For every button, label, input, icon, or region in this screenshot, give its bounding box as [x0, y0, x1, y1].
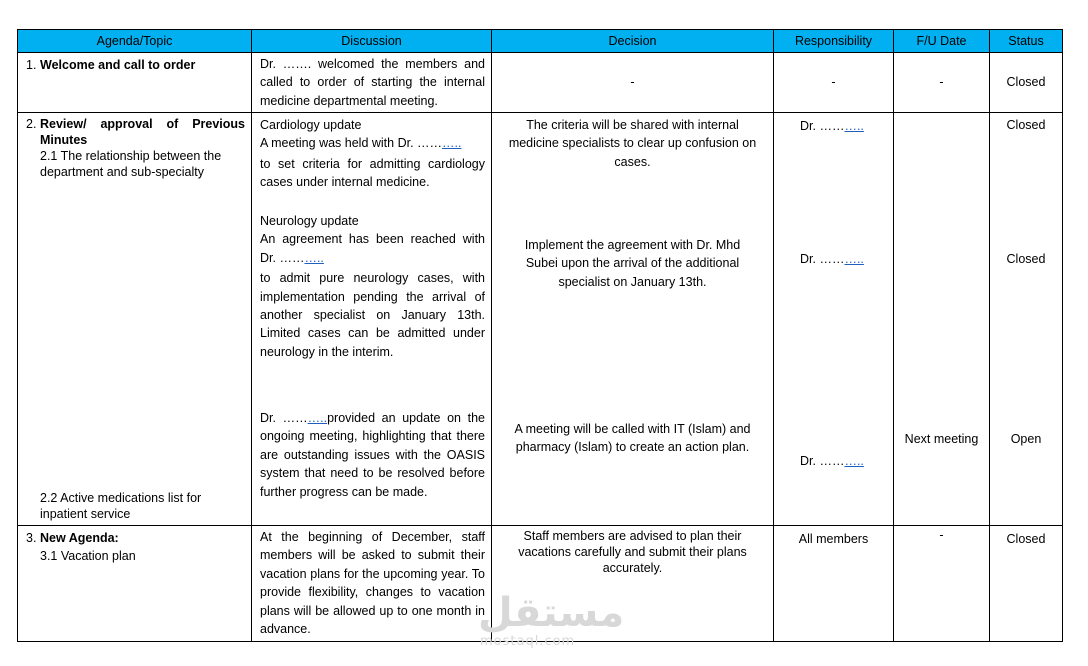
fu-date-text: Next meeting [904, 432, 979, 446]
decision-text: A meeting will be called with IT (Islam) and pharmacy (Islam) to create an action plan. [514, 422, 751, 455]
discussion-heading: Neurology update [260, 214, 359, 228]
header-responsibility: Responsibility [774, 30, 894, 53]
agenda-subitem: 3.1 Vacation plan [40, 549, 136, 564]
status-text: Closed [1006, 252, 1046, 266]
agenda-subitem: 2.1 The relationship between the department and sub-specialty [40, 149, 222, 179]
discussion-text: At the beginning of December, staff members will be asked to submit their vacation plans for the upcoming year. To provide flexibility, changes to vacation plans will be allowed up to one month in advance. [260, 530, 485, 637]
decision-cell [492, 526, 774, 642]
header-decision: Decision [492, 30, 774, 53]
doctor-name-link[interactable]: ….. [844, 252, 864, 266]
responsibility-text [800, 117, 864, 135]
agenda-cell [18, 526, 252, 642]
header-fu-date: F/U Date [894, 30, 990, 53]
discussion-text: A meeting was held with Dr. …… [260, 136, 443, 151]
header-row [18, 30, 1063, 53]
status-cell [990, 113, 1063, 526]
discussion-block-neurology [260, 212, 485, 361]
responsibility-cell [774, 113, 894, 526]
responsibility-prefix: Dr. …… [800, 252, 845, 266]
responsibility-prefix: Dr. …… [800, 454, 845, 468]
discussion-heading: Cardiology update [260, 118, 362, 132]
table-row [18, 526, 1063, 642]
discussion-text: provided an update on the ongoing meeting, highlighting that there are outstanding issues with the OASIS system that need to be resolved before further progress can be made. [260, 411, 485, 499]
discussion-text: to admit pure neurology cases, with implementation pending the arrival of another specialist on January 13th. Limited cases can be admitted under neurology in the interim. [260, 271, 485, 359]
agenda-number: 2. [26, 117, 37, 131]
header-discussion: Discussion [252, 30, 492, 53]
responsibility-prefix: Dr. …… [800, 119, 845, 133]
table-row [18, 53, 1063, 113]
status-cell [990, 526, 1063, 642]
decision-cell: - [492, 53, 774, 113]
doctor-name-link[interactable]: ….. [442, 136, 462, 151]
agenda-title: Review/ approval of Previous Minutes [40, 117, 245, 147]
header-agenda: Agenda/Topic [18, 30, 252, 53]
decision-cell [492, 113, 774, 526]
discussion-block-cardiology [260, 116, 485, 192]
agenda-number: 1. [26, 58, 37, 72]
discussion-text: Dr. ……. welcomed the members and called to order of starting the internal medicine departmental meeting. [260, 57, 485, 108]
decision-text: Staff members are advised to plan their vacations carefully and submit their plans accurately. [518, 529, 747, 575]
decision-text: Implement the agreement with Dr. Mhd Subei upon the arrival of the additional specialist on January 13th. [524, 238, 741, 289]
responsibility-text [800, 250, 864, 268]
agenda-title: New Agenda: [40, 531, 119, 545]
agenda-subitem: 2.2 Active medications list for inpatient service [40, 491, 202, 521]
watermark-latin: mostaql.com [480, 634, 576, 649]
agenda-cell [18, 113, 252, 526]
minutes-table [17, 29, 1063, 642]
decision-text: The criteria will be shared with internal medicine specialists to clear up confusion on cases. [508, 118, 757, 169]
status-text: Closed [1006, 532, 1046, 546]
header-status: Status [990, 30, 1063, 53]
doctor-name-link[interactable]: ….. [844, 119, 864, 133]
discussion-cell [252, 53, 492, 113]
watermark-arabic: مستقل [478, 590, 625, 636]
table-row [18, 113, 1063, 526]
agenda-cell [18, 53, 252, 113]
doctor-name-link[interactable]: ….. [844, 454, 864, 468]
discussion-text: to set criteria for admitting cardiology cases under internal medicine. [260, 156, 485, 190]
discussion-cell [252, 113, 492, 526]
responsibility-text [800, 452, 864, 470]
agenda-title: Welcome and call to order [40, 58, 196, 72]
discussion-text: An agreement has been reached with Dr. …… [260, 232, 485, 265]
discussion-block-medications [260, 409, 485, 501]
discussion-text: Dr. …… [260, 411, 308, 425]
fu-date-cell: - [894, 53, 990, 113]
doctor-name-link[interactable]: ….. [307, 411, 328, 425]
discussion-cell [252, 526, 492, 642]
status-text: Closed [1006, 118, 1046, 132]
responsibility-cell [774, 526, 894, 642]
status-cell: Closed [990, 53, 1063, 113]
status-text: Open [1010, 432, 1042, 446]
fu-date-cell [894, 113, 990, 526]
responsibility-text: All members [798, 532, 869, 546]
agenda-number: 3. [26, 531, 37, 545]
fu-date-cell [894, 526, 990, 642]
responsibility-cell: - [774, 53, 894, 113]
fu-date-text: - [939, 528, 944, 542]
doctor-name-link[interactable]: ….. [304, 250, 324, 265]
